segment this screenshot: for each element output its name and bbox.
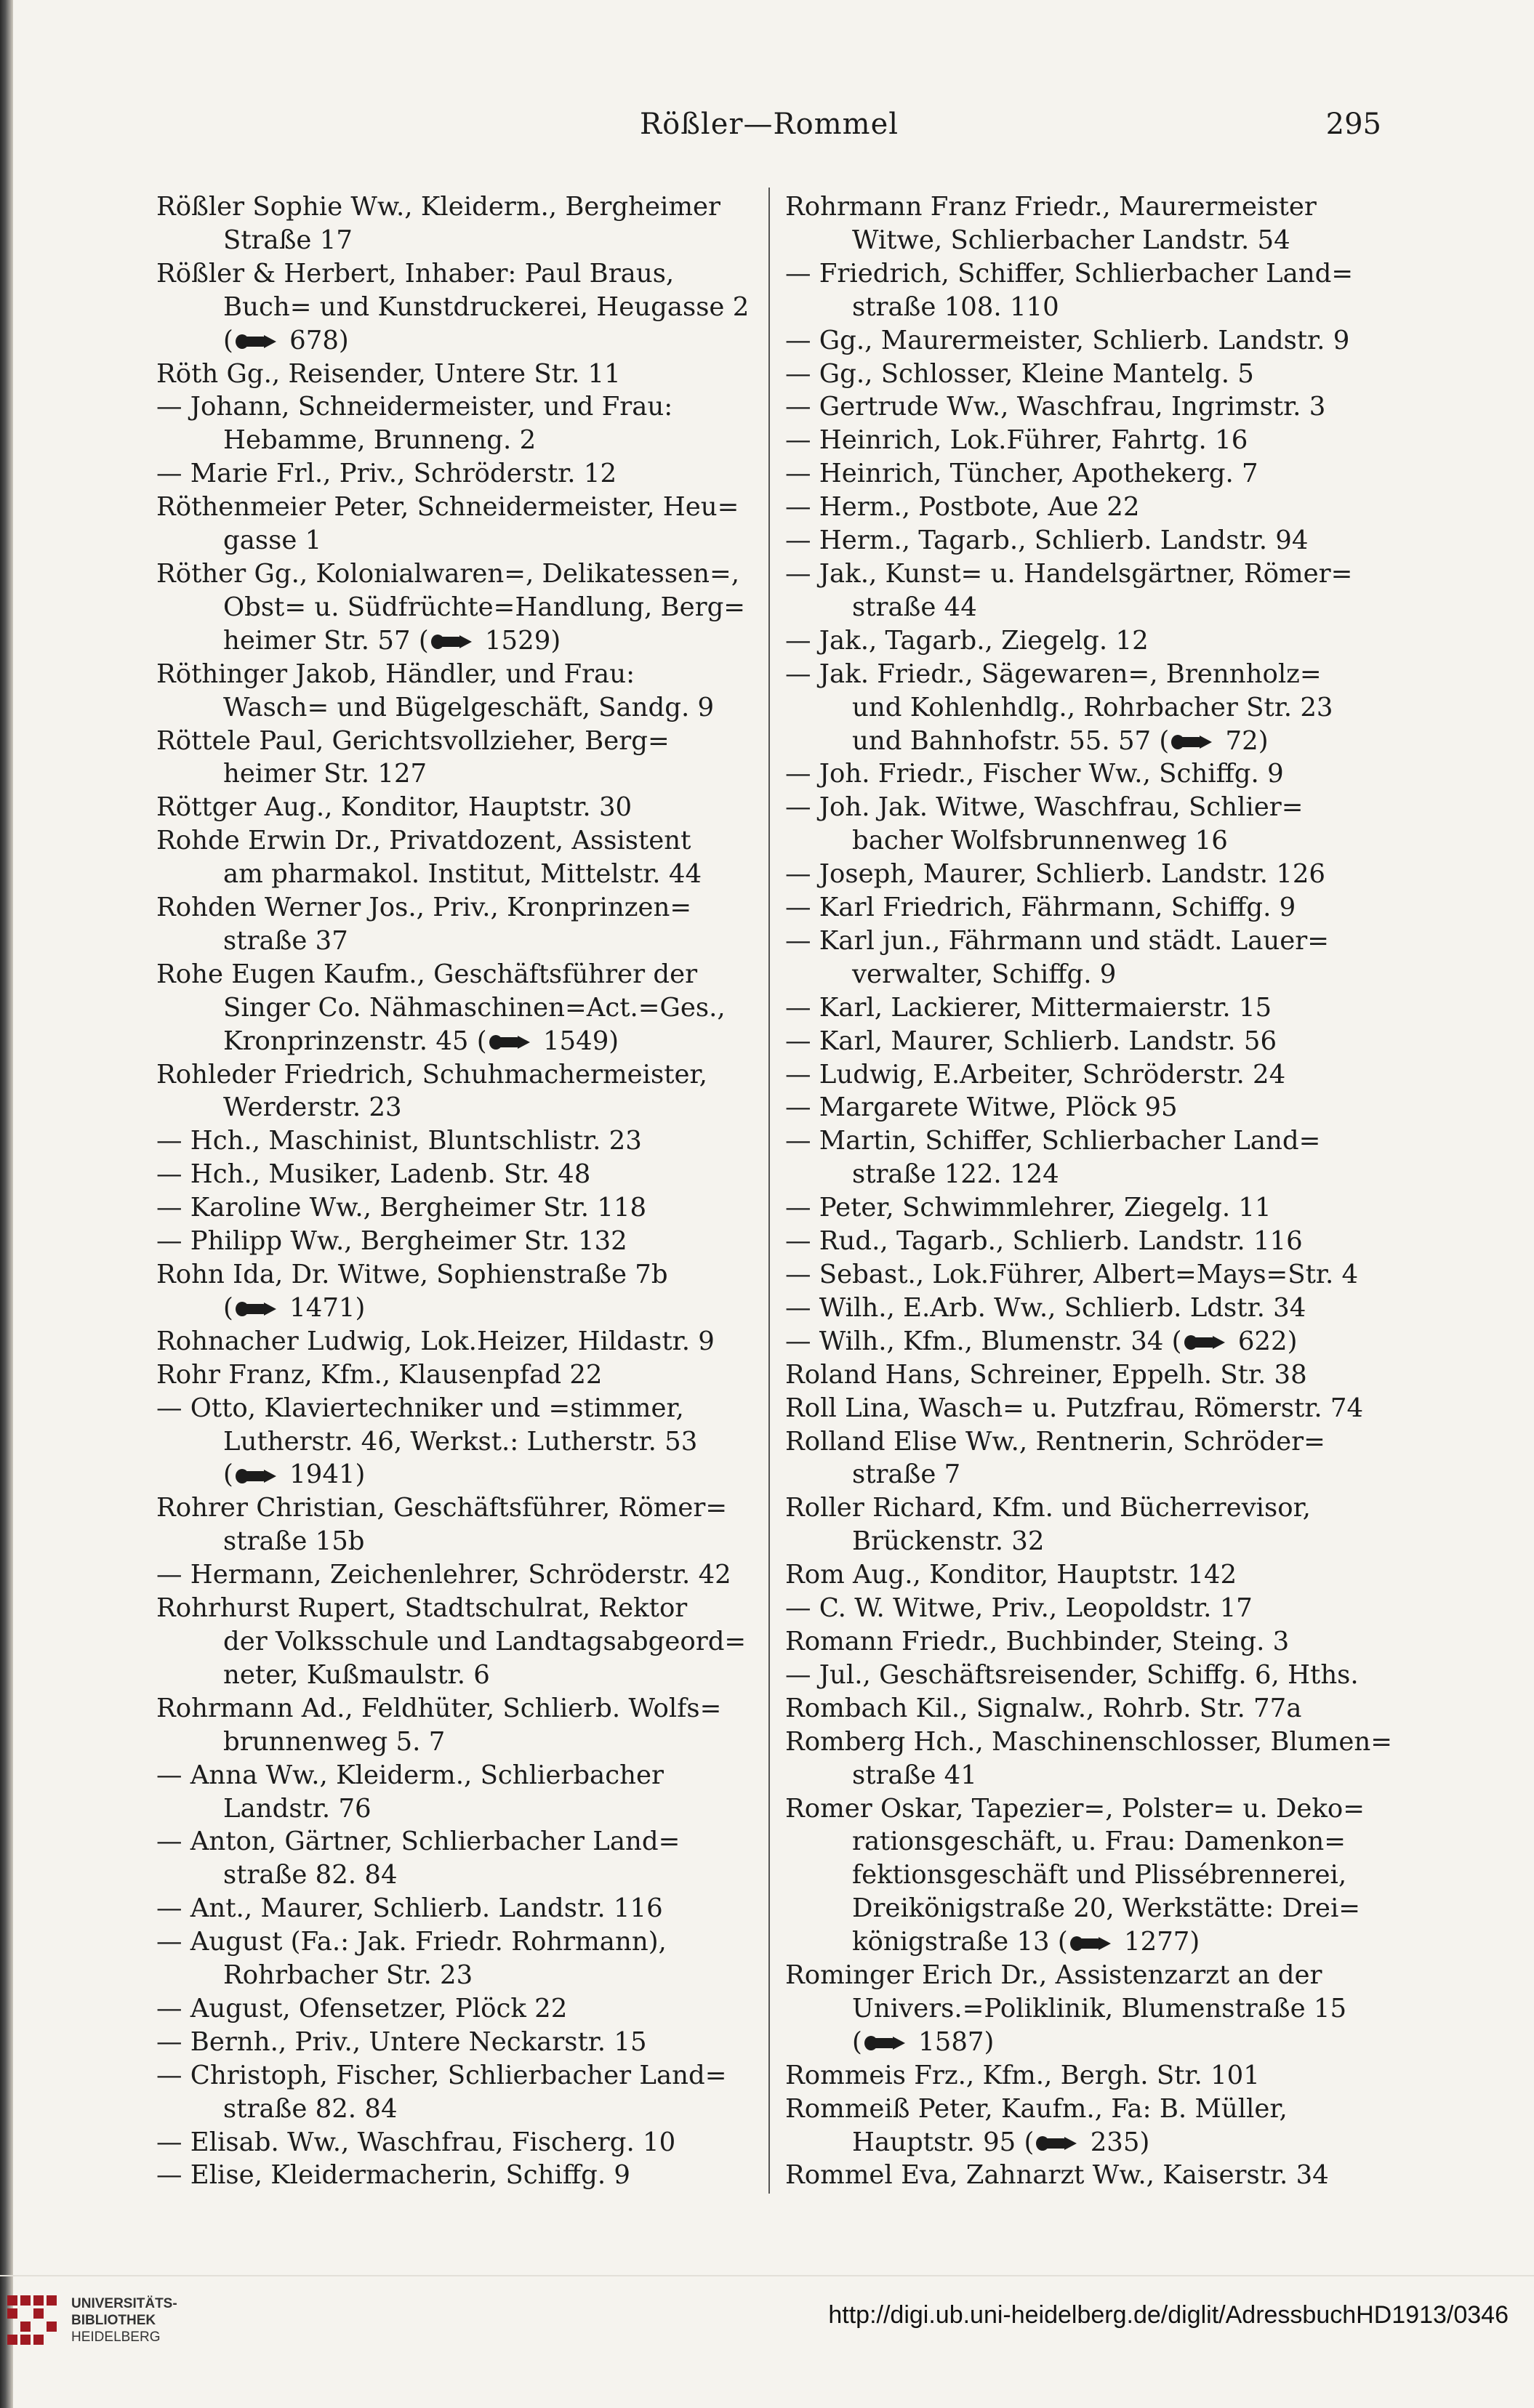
directory-entry xyxy=(785,2093,1396,2159)
entry-continuation-line: Dreikönigstraße 20, Werkstätte: Drei= xyxy=(852,1893,1361,1924)
entry-first-line: — Peter, Schwimmlehrer, Ziegelg. 11 xyxy=(785,1193,1272,1223)
entry-continuation-line: brunnenweg 5. 7 xyxy=(223,1726,446,1757)
telephone-icon xyxy=(1069,1935,1112,1952)
library-seal-icon xyxy=(7,2295,60,2348)
directory-entry xyxy=(785,858,1396,891)
directory-entry xyxy=(156,1825,767,1892)
directory-entry xyxy=(785,925,1396,991)
entry-first-line: — Bernh., Priv., Untere Neckarstr. 15 xyxy=(156,2026,647,2057)
entry-continuation-line: Landstr. 76 xyxy=(223,1793,372,1824)
directory-entry xyxy=(785,757,1396,791)
entry-first-line: Rohnacher Ludwig, Lok.Heizer, Hildastr. 9 xyxy=(156,1326,715,1356)
entry-first-line: — Gertrude Ww., Waschfrau, Ingrimstr. 3 xyxy=(785,392,1326,422)
entry-first-line: Röth Gg., Reisender, Untere Str. 11 xyxy=(156,358,621,389)
entry-first-line: Rohrer Christian, Geschäftsführer, Römer= xyxy=(156,1493,728,1523)
directory-entry xyxy=(156,1592,767,1692)
entry-continuation-line: Wasch= und Bügelgeschäft, Sandg. 9 xyxy=(223,692,715,722)
directory-entry xyxy=(156,1058,767,1125)
entry-first-line: Rößler & Herbert, Inhaber: Paul Braus, xyxy=(156,258,675,289)
directory-entry xyxy=(785,457,1396,491)
entry-first-line: — Hch., Maschinist, Bluntschlistr. 23 xyxy=(156,1126,642,1156)
entry-continuation-line: rationsgeschäft, u. Frau: Damenkon= xyxy=(852,1827,1346,1857)
entry-first-line: Röthinger Jakob, Händler, und Frau: xyxy=(156,659,635,689)
directory-entry xyxy=(156,1158,767,1191)
entry-first-line: — Elise, Kleidermacherin, Schiffg. 9 xyxy=(156,2160,631,2191)
entry-continuation-line: Lutherstr. 46, Werkst.: Lutherstr. 53 xyxy=(223,1426,698,1457)
library-name xyxy=(71,2295,177,2345)
directory-entry xyxy=(785,1792,1396,1960)
entry-first-line: — Martin, Schiffer, Schlierbacher Land= xyxy=(785,1126,1321,1156)
entry-continuation-line: fektionsgeschäft und Plissébrennerei, xyxy=(852,1860,1347,1890)
entry-continuation-line: Rohrbacher Str. 23 xyxy=(223,1960,473,1991)
entry-first-line: — Karoline Ww., Bergheimer Str. 118 xyxy=(156,1193,647,1223)
entry-first-line: — Margarete Witwe, Plöck 95 xyxy=(785,1092,1178,1123)
entry-continuation-line: straße 108. 110 xyxy=(852,291,1059,322)
right-column xyxy=(785,190,1396,2192)
entry-first-line: Rom Aug., Konditor, Hauptstr. 142 xyxy=(785,1560,1237,1590)
entry-first-line: Rößler Sophie Ww., Kleiderm., Bergheimer xyxy=(156,192,720,222)
telephone-icon xyxy=(430,633,473,651)
directory-entry xyxy=(785,1325,1396,1358)
page-header xyxy=(0,108,1534,151)
page-number: 295 xyxy=(1325,108,1381,141)
entry-first-line: — Heinrich, Lok.Führer, Fahrtg. 16 xyxy=(785,425,1248,456)
directory-entry xyxy=(156,1358,767,1392)
entry-first-line: — Hermann, Zeichenlehrer, Schröderstr. 42 xyxy=(156,1560,731,1590)
entry-continuation-line: straße 7 xyxy=(852,1459,961,1490)
entry-continuation-line: straße 82. 84 xyxy=(223,1860,398,1890)
entry-first-line: — Rud., Tagarb., Schlierb. Landstr. 116 xyxy=(785,1226,1303,1257)
entry-continuation-line: ( 1941) xyxy=(223,1459,366,1490)
directory-entry xyxy=(785,891,1396,925)
directory-entry xyxy=(156,1558,767,1592)
directory-entry xyxy=(785,991,1396,1025)
telephone-icon xyxy=(235,333,277,350)
entry-first-line: Romberg Hch., Maschinenschlosser, Blumen= xyxy=(785,1726,1392,1757)
directory-entry xyxy=(156,958,767,1058)
directory-entry xyxy=(785,1392,1396,1425)
entry-first-line: — Karl, Maurer, Schlierb. Landstr. 56 xyxy=(785,1026,1277,1056)
library-name-line: UNIVERSITÄTS- xyxy=(71,2296,177,2311)
entry-continuation-line: ( 678) xyxy=(223,325,349,355)
entry-first-line: Röthenmeier Peter, Schneidermeister, Heu= xyxy=(156,492,739,523)
entry-first-line: — Ludwig, E.Arbeiter, Schröderstr. 24 xyxy=(785,1059,1286,1090)
entry-first-line: — Jak. Friedr., Sägewaren=, Brennholz= xyxy=(785,659,1322,689)
directory-entry xyxy=(156,824,767,891)
entry-first-line: — Gg., Maurermeister, Schlierb. Landstr. 9 xyxy=(785,325,1350,355)
directory-entry xyxy=(785,1959,1396,2059)
directory-entry xyxy=(156,1258,767,1325)
entry-first-line: — Ant., Maurer, Schlierb. Landstr. 116 xyxy=(156,1893,663,1924)
entry-first-line: Rommel Eva, Zahnarzt Ww., Kaiserstr. 34 xyxy=(785,2160,1329,2191)
directory-entry xyxy=(785,1025,1396,1058)
directory-entry xyxy=(156,891,767,958)
entry-first-line: Rohrhurst Rupert, Stadtschulrat, Rektor xyxy=(156,1593,688,1624)
entry-continuation-line: straße 44 xyxy=(852,592,977,622)
column-divider xyxy=(768,188,770,2194)
entry-continuation-line: Singer Co. Nähmaschinen=Act.=Ges., xyxy=(223,992,726,1023)
directory-entry xyxy=(156,2126,767,2159)
directory-entry xyxy=(785,557,1396,624)
entry-first-line: Rombach Kil., Signalw., Rohrb. Str. 77a xyxy=(785,1693,1302,1723)
entry-first-line: Rommeis Frz., Kfm., Bergh. Str. 101 xyxy=(785,2060,1260,2090)
library-name-line: HEIDELBERG xyxy=(71,2330,161,2345)
entry-continuation-line: Brückenstr. 32 xyxy=(852,1526,1045,1557)
entry-first-line: — Marie Frl., Priv., Schröderstr. 12 xyxy=(156,459,617,489)
entry-continuation-line: heimer Str. 127 xyxy=(223,759,427,789)
library-logo[interactable] xyxy=(7,2291,247,2378)
entry-continuation-line: neter, Kußmaulstr. 6 xyxy=(223,1659,490,1690)
entry-first-line: Röttele Paul, Gerichtsvollzieher, Berg= xyxy=(156,725,670,756)
entry-first-line: Roland Hans, Schreiner, Eppelh. Str. 38 xyxy=(785,1359,1307,1390)
entry-first-line: Rohn Ida, Dr. Witwe, Sophienstraße 7b xyxy=(156,1260,668,1289)
entry-first-line: Romann Friedr., Buchbinder, Steing. 3 xyxy=(785,1626,1290,1656)
directory-entry xyxy=(785,658,1396,758)
entry-first-line: — Elisab. Ww., Waschfrau, Fischerg. 10 xyxy=(156,2127,676,2157)
entry-first-line: Rohden Werner Jos., Priv., Kronprinzen= xyxy=(156,893,692,923)
directory-entry xyxy=(785,1659,1396,1692)
entry-continuation-line: am pharmakol. Institut, Mittelstr. 44 xyxy=(223,859,702,890)
entry-first-line: — Jak., Tagarb., Ziegelg. 12 xyxy=(785,625,1149,656)
entry-continuation-line: und Kohlenhdlg., Rohrbacher Str. 23 xyxy=(852,692,1333,722)
entry-first-line: — Sebast., Lok.Führer, Albert=Mays=Str. 4 xyxy=(785,1260,1359,1289)
entry-first-line: — Karl Friedrich, Fährmann, Schiffg. 9 xyxy=(785,893,1296,923)
directory-entry xyxy=(785,1358,1396,1392)
book-spine-edge xyxy=(0,0,13,2408)
entry-continuation-line: der Volksschule und Landtagsabgeord= xyxy=(223,1626,747,1656)
directory-entry xyxy=(785,624,1396,658)
directory-entry xyxy=(156,1392,767,1492)
entry-continuation-line: straße 82. 84 xyxy=(223,2093,398,2124)
entry-first-line: — Friedrich, Schiffer, Schlierbacher Land= xyxy=(785,258,1354,289)
entry-continuation-line: königstraße 13 ( 1277) xyxy=(852,1927,1200,1957)
entry-first-line: — Christoph, Fischer, Schlierbacher Land= xyxy=(156,2060,727,2090)
entry-first-line: — Wilh., E.Arb. Ww., Schlierb. Ldstr. 34 xyxy=(785,1292,1306,1323)
directory-entry xyxy=(156,1191,767,1225)
entry-first-line: — Anna Ww., Kleiderm., Schlierbacher xyxy=(156,1760,664,1790)
directory-entry xyxy=(156,725,767,792)
telephone-icon xyxy=(489,1034,531,1051)
directory-entry xyxy=(785,791,1396,858)
entry-continuation-line: Buch= und Kunstdruckerei, Heugasse 2 xyxy=(223,291,750,322)
entry-continuation-line: heimer Str. 57 ( 1529) xyxy=(223,625,561,656)
directory-entry xyxy=(785,424,1396,457)
directory-entry xyxy=(785,1491,1396,1558)
directory-entry xyxy=(785,1124,1396,1191)
directory-entry xyxy=(785,1558,1396,1592)
entry-first-line: — Anton, Gärtner, Schlierbacher Land= xyxy=(156,1827,680,1857)
directory-entry xyxy=(785,524,1396,557)
entry-continuation-line: straße 41 xyxy=(852,1760,977,1790)
entry-first-line: — Herm., Tagarb., Schlierb. Landstr. 94 xyxy=(785,526,1309,556)
directory-entry xyxy=(156,2159,767,2192)
entry-first-line: — Philipp Ww., Bergheimer Str. 132 xyxy=(156,1226,627,1257)
entry-continuation-line: Witwe, Schlierbacher Landstr. 54 xyxy=(852,225,1290,255)
entry-continuation-line: verwalter, Schiffg. 9 xyxy=(852,959,1117,989)
directory-entry xyxy=(785,1726,1396,1792)
directory-entry xyxy=(156,457,767,491)
directory-entry xyxy=(156,1925,767,1992)
directory-entry xyxy=(785,257,1396,324)
entry-first-line: Röttger Aug., Konditor, Hauptstr. 30 xyxy=(156,792,633,823)
entry-continuation-line: Obst= u. Südfrüchte=Handlung, Berg= xyxy=(223,592,746,622)
entry-first-line: Rominger Erich Dr., Assistenzarzt an der xyxy=(785,1960,1322,1991)
entry-continuation-line: straße 37 xyxy=(223,925,348,956)
directory-entry xyxy=(156,1892,767,1925)
entry-continuation-line: ( 1471) xyxy=(223,1292,366,1323)
directory-entry xyxy=(156,1759,767,1826)
directory-entry xyxy=(785,1292,1396,1325)
directory-entry xyxy=(156,1124,767,1158)
entry-first-line: Romer Oskar, Tapezier=, Polster= u. Deko= xyxy=(785,1793,1365,1824)
footer-divider xyxy=(0,2275,1534,2276)
entry-first-line: Roller Richard, Kfm. und Bücherrevisor, xyxy=(785,1493,1311,1523)
left-column xyxy=(156,190,767,2192)
directory-entry xyxy=(785,1091,1396,1124)
entry-first-line: Roll Lina, Wasch= u. Putzfrau, Römerstr. 74 xyxy=(785,1393,1364,1423)
entry-continuation-line: gasse 1 xyxy=(223,526,322,556)
directory-entry xyxy=(156,1992,767,2026)
entry-continuation-line: Hauptstr. 95 ( 235) xyxy=(852,2127,1150,2157)
directory-entry xyxy=(785,1191,1396,1225)
entry-first-line: — Karl, Lackierer, Mittermaierstr. 15 xyxy=(785,992,1272,1023)
directory-entry xyxy=(785,2159,1396,2192)
page-footer xyxy=(0,2275,1534,2408)
entry-continuation-line: bacher Wolfsbrunnenweg 16 xyxy=(852,826,1228,856)
entry-first-line: — Karl jun., Fährmann und städt. Lauer= xyxy=(785,925,1329,956)
directory-entry xyxy=(785,390,1396,424)
entry-first-line: Rohde Erwin Dr., Privatdozent, Assistent xyxy=(156,826,691,856)
directory-entry xyxy=(785,324,1396,358)
entry-first-line: — Joseph, Maurer, Schlierb. Landstr. 126 xyxy=(785,859,1326,890)
entry-first-line: — Jul., Geschäftsreisender, Schiffg. 6, Hths. xyxy=(785,1659,1359,1690)
entry-first-line: — Gg., Schlosser, Kleine Mantelg. 5 xyxy=(785,358,1254,389)
directory-entry xyxy=(156,1491,767,1558)
directory-entry xyxy=(156,257,767,358)
telephone-icon xyxy=(1035,2135,1077,2152)
telephone-icon xyxy=(235,1467,277,1485)
entry-first-line: — Joh. Jak. Witwe, Waschfrau, Schlier= xyxy=(785,792,1304,823)
directory-entry xyxy=(785,358,1396,391)
directory-entry xyxy=(785,1692,1396,1726)
telephone-icon xyxy=(1170,733,1213,751)
entry-first-line: — Wilh., Kfm., Blumenstr. 34 ( 622) xyxy=(785,1326,1298,1356)
entry-first-line: Rohe Eugen Kaufm., Geschäftsführer der xyxy=(156,959,698,989)
directory-entry xyxy=(785,1425,1396,1492)
telephone-icon xyxy=(1184,1334,1226,1351)
directory-entry xyxy=(785,1225,1396,1258)
telephone-icon xyxy=(864,2034,906,2052)
entry-first-line: — Johann, Schneidermeister, und Frau: xyxy=(156,392,673,422)
entry-continuation-line: Univers.=Poliklinik, Blumenstraße 15 xyxy=(852,1993,1347,2024)
running-title: Rößler—Rommel xyxy=(640,108,899,141)
entry-first-line: Rolland Elise Ww., Rentnerin, Schröder= xyxy=(785,1426,1325,1457)
entry-first-line: — August (Fa.: Jak. Friedr. Rohrmann), xyxy=(156,1927,667,1957)
entry-continuation-line: Kronprinzenstr. 45 ( 1549) xyxy=(223,1026,619,1056)
directory-entry xyxy=(785,1058,1396,1092)
entry-first-line: — Heinrich, Tüncher, Apothekerg. 7 xyxy=(785,459,1258,489)
entry-continuation-line: straße 122. 124 xyxy=(852,1159,1059,1190)
entry-continuation-line: Werderstr. 23 xyxy=(223,1092,402,1123)
entry-first-line: — Joh. Friedr., Fischer Ww., Schiffg. 9 xyxy=(785,759,1284,789)
entry-continuation-line: ( 1587) xyxy=(852,2026,995,2057)
directory-entry xyxy=(156,791,767,824)
directory-entry xyxy=(156,2026,767,2059)
entry-continuation-line: Hebamme, Brunneng. 2 xyxy=(223,425,537,456)
directory-entry xyxy=(156,358,767,391)
directory-entry xyxy=(785,1592,1396,1625)
directory-entry xyxy=(156,390,767,457)
entry-first-line: Rohleder Friedrich, Schuhmachermeister, xyxy=(156,1059,707,1090)
entry-first-line: — Hch., Musiker, Ladenb. Str. 48 xyxy=(156,1159,591,1190)
directory-entry xyxy=(156,1225,767,1258)
entry-continuation-line: straße 15b xyxy=(223,1526,365,1557)
directory-entry xyxy=(785,491,1396,524)
entry-continuation-line: Straße 17 xyxy=(223,225,353,255)
entry-first-line: Röther Gg., Kolonialwaren=, Delikatessen=, xyxy=(156,558,740,589)
entry-first-line: Rohrmann Ad., Feldhüter, Schlierb. Wolfs= xyxy=(156,1693,722,1723)
entry-first-line: — Herm., Postbote, Aue 22 xyxy=(785,492,1140,523)
directory-entry xyxy=(156,1692,767,1759)
directory-entry xyxy=(156,2059,767,2126)
directory-entry xyxy=(785,190,1396,257)
entry-first-line: — Otto, Klaviertechniker und =stimmer, xyxy=(156,1393,684,1423)
directory-entry xyxy=(785,1258,1396,1292)
library-name-line: BIBLIOTHEK xyxy=(71,2313,156,2328)
entry-first-line: — August, Ofensetzer, Plöck 22 xyxy=(156,1993,568,2024)
directory-entry xyxy=(156,491,767,557)
entry-first-line: Rommeiß Peter, Kaufm., Fa: B. Müller, xyxy=(785,2093,1288,2124)
entry-first-line: — C. W. Witwe, Priv., Leopoldstr. 17 xyxy=(785,1593,1253,1624)
entry-first-line: Rohr Franz, Kfm., Klausenpfad 22 xyxy=(156,1359,603,1390)
directory-entry xyxy=(785,1625,1396,1659)
directory-entry xyxy=(156,190,767,257)
source-url-link[interactable]: http://digi.ub.uni-heidelberg.de/diglit/AdressbuchHD1913/0346 xyxy=(828,2301,1509,2329)
entry-continuation-line: und Bahnhofstr. 55. 57 ( 72) xyxy=(852,725,1269,756)
directory-entry xyxy=(156,1325,767,1358)
entry-first-line: Rohrmann Franz Friedr., Maurermeister xyxy=(785,192,1317,222)
telephone-icon xyxy=(235,1300,277,1318)
entry-first-line: — Jak., Kunst= u. Handelsgärtner, Römer= xyxy=(785,558,1353,589)
directory-entry xyxy=(156,658,767,725)
directory-entry xyxy=(156,557,767,658)
directory-entry xyxy=(785,2059,1396,2093)
